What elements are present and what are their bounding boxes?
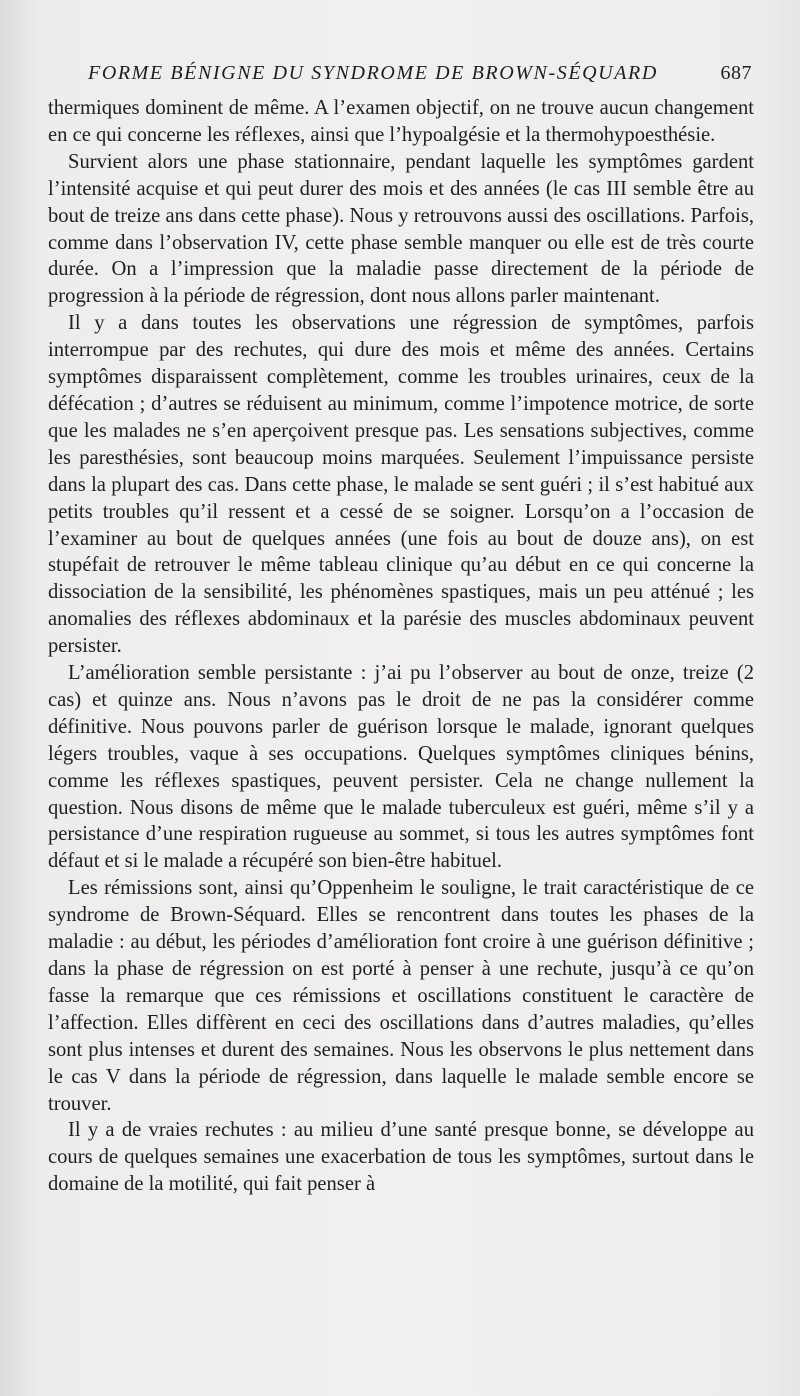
- paragraph-continued: thermiques dominent de même. A l’examen objectif, on ne trouve aucun changement en ce qui concerne les réflexes, ainsi que l’hypoalgésie et la thermohypoesthésie.: [48, 97, 754, 146]
- page-header: [48, 60, 752, 90]
- page-number: 687: [720, 62, 752, 84]
- running-title: FORME BÉNIGNE DU SYNDROME DE BROWN-SÉQUARD: [88, 62, 658, 84]
- paragraph-stationary-phase: Survient alors une phase stationnaire, pendant laquelle les symptômes gardent l’intensité acquise et qui peut durer des mois et des années (le cas III semble être au bout de treize ans dans cette phase). Nous y retrouvons aussi des oscillations. Parfois, comme dans l’observation IV, cette phase semble manquer ou elle est de très courte durée. On a l’impression que la maladie passe directement de la période de progression à la période de régression, dont nous allons parler maintenant.: [48, 150, 754, 308]
- paragraph-regression: Il y a dans toutes les observations une régression de symptômes, parfois interrompue par des rechutes, qui dure des mois et même des années. Certains symptômes disparaissent complètement, comme les troubles urinaires, ceux de la défécation ; d’autres se réduisent au minimum, comme l’impotence motrice, de sorte que les malades ne s’en aperçoivent presque pas. Les sensations subjectives, comme les paresthésies, sont beaucoup moins marquées. Seulement l’impuissance persiste dans la plupart des cas. Dans cette phase, le malade se sent guéri ; il s’est habitué aux petits troubles qu’il ressent et a cessé de se soigner. Lorsqu’on a l’occasion de l’examiner au bout de quelques années (une fois au bout de douze ans), on est stupéfait de retrouver le même tableau clinique qu’au début en ce qui concerne la dissociation de la sensibilité, les phénomènes spastiques, mais un peu atténué ; les anomalies des réflexes abdominaux et la parésie des muscles abdominaux peuvent persister.: [48, 312, 754, 658]
- paragraph-improvement: L’amélioration semble persistante : j’ai pu l’observer au bout de onze, treize (2 cas) et quinze ans. Nous n’avons pas le droit de ne pas la considérer comme définitive. Nous pouvons parler de guérison lorsque le malade, ignorant quelques légers troubles, vaque à ses occupations. Quelques symptômes cliniques bénins, comme les réflexes spastiques, peuvent persister. Cela ne change nullement la question. Nous disons de même que le malade tuberculeux est guéri, même s’il y a persistance d’une respiration rugueuse au sommet, si tous les autres symptômes font défaut et si le malade a récupéré son bien-être habituel.: [48, 662, 754, 873]
- paragraph-remissions: Les rémissions sont, ainsi qu’Oppenheim le souligne, le trait caractéristique de ce syndrome de Brown-Séquard. Elles se rencontrent dans toutes les phases de la maladie : au début, les périodes d’amélioration font croire à une guérison définitive ; dans la phase de régression on est porté à penser à une rechute, jusqu’à ce qu’on fasse la remarque que ces rémissions et oscillations constituent le caractère de l’affection. Elles diffèrent en ceci des oscillations dans d’autres maladies, qu’elles sont plus intenses et durent des semaines. Nous les observons le plus nettement dans le cas V dans la période de régression, dans laquelle le malade semble encore se trouver.: [48, 877, 754, 1115]
- body-text: [48, 95, 754, 1198]
- paragraph-relapses: Il y a de vraies rechutes : au milieu d’une santé presque bonne, se développe au cours de quelques semaines une exacerbation de tous les symptômes, surtout dans le domaine de la motilité, qui fait penser à: [48, 1119, 754, 1196]
